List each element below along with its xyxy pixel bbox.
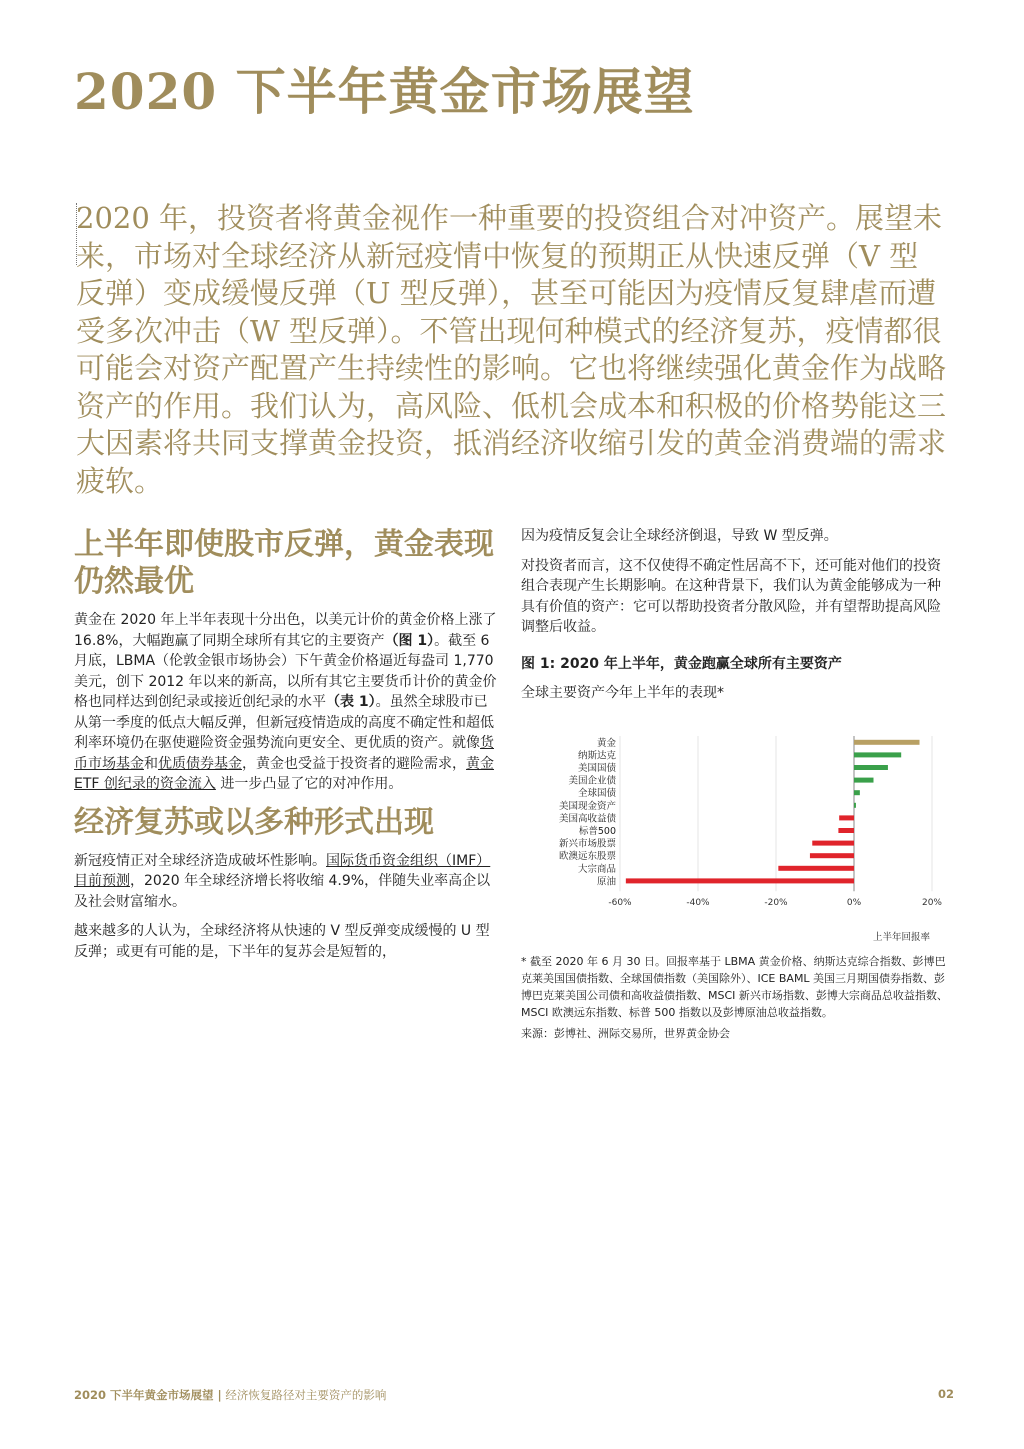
- x-tick-label: -40%: [686, 898, 710, 909]
- right-paragraph-1: 因为疫情反复会让全球经济倒退，导致 W 型反弹。: [521, 528, 838, 544]
- section1-paragraph: 黄金在 2020 年上半年表现十分出色，以美元计价的黄金价格上涨了 16.8%，大幅跑赢了同期全球所有其它的主要资产（图 1）。截至 6 月底，LBMA（伦敦金银市场协会）下午黄金价格逼近每盎司 1,770 美元，创下 2012 年以来的新高，以所有其它主要货币计价的黄金价格也同样达到创纪录或接近创纪录的水平（表 1）。虽然全球股市已从第一季度的低点大幅反弹，但新冠疫情造成的高度不确定性和超低利率环境仍在驱使避险资金强势流向更安全、更优质的资产。就像货币市场基金和优质债券基金，黄金也受益于投资者的避险需求，黄金 ETF 创纪录的资金流入 进一步凸显了它的对冲作用。: [74, 612, 497, 792]
- section2-paragraph-1: 新冠疫情正对全球经济造成破坏性影响。国际货币资金组织（IMF）目前预测，2020 年全球经济增长将收缩 4.9%，伴随失业率高企以及社会财富缩水。: [74, 852, 491, 910]
- category-label: 黄金: [596, 737, 616, 749]
- x-tick-label: 20%: [921, 898, 943, 909]
- chart-bar: [812, 841, 854, 846]
- figure-ref[interactable]: （图 1）: [384, 632, 435, 649]
- category-label: 美国现金资产: [558, 800, 616, 812]
- link-quality-bond-funds[interactable]: 优质债券基金: [158, 755, 242, 772]
- chart-bar: [854, 752, 901, 757]
- chart-bar: [810, 853, 854, 858]
- x-tick-label: -20%: [764, 898, 788, 909]
- chart-bar: [854, 765, 888, 770]
- link-gold-etf-flows[interactable]: 黄金 ETF 创纪录的资金流入: [74, 755, 494, 792]
- category-label: 美国企业债: [568, 775, 616, 787]
- chart-bar: [839, 815, 854, 820]
- chart-bar: [854, 778, 874, 783]
- category-label: 全球国债: [577, 788, 616, 800]
- right-column: [521, 526, 946, 713]
- category-label: 新兴市场股票: [558, 838, 616, 850]
- right-paragraph-2: 对投资者而言，这不仅使得不确定性居高不下，还可能对他们的投资组合表现产生长期影响。在这种背景下，我们认为黄金能够成为一种具有价值的资产：它可以帮助投资者分散风险，并有望帮助提高风险调整后收益。: [521, 557, 941, 635]
- chart-bar: [626, 878, 854, 883]
- category-label: 欧澳远东股票: [558, 851, 616, 863]
- section-heading-1: 上半年即使股市反弹，黄金表现仍然最优: [74, 527, 494, 599]
- table-ref[interactable]: （表 1）: [326, 694, 376, 710]
- chart-bar: [854, 790, 860, 795]
- lead-paragraph: 2020 年，投资者将黄金视作一种重要的投资组合对冲资产。展望未来，市场对全球经济从新冠疫情中恢复的预期正从快速反弹（V 型反弹）变成缓慢反弹（U 型反弹），甚至可能因为疫情反复肆虐而遭受多次冲击（W 型反弹）。不管出现何种模式的经济复苏，疫情都很可能会对资产配置产生持续性的影响。它也将继续强化黄金作为战略资产的作用。我们认为，高风险、低机会成本和积极的价格势能这三大因素将共同支撑黄金投资，抵消经济收缩引发的黄金消费端的需求疲软。: [76, 201, 947, 498]
- x-tick-label: -60%: [608, 898, 632, 909]
- x-tick-label: 0%: [846, 898, 862, 909]
- category-label: 纳斯达克: [577, 750, 616, 762]
- bar-chart: [520, 728, 960, 950]
- figure-footnote: * 截至 2020 年 6 月 30 日。回报率基于 LBMA 黄金价格、纳斯达克综合指数、彭博巴克莱美国国债指数、全球国债指数（美国除外）、ICE BAML 美国三月期国债券指数、彭博巴克莱美国公司债和高收益债指数、MSCI 新兴市场指数、彭博大宗商品总收益指数、MSCI 欧澳远东指数、标普 500 指数以及彭博原油总收益指数。: [521, 955, 948, 1019]
- category-label: 美国高收益债: [558, 813, 616, 825]
- x-axis-label: 上半年回报率: [872, 932, 930, 943]
- chart-bar: [854, 803, 856, 808]
- left-column: [74, 526, 499, 971]
- category-label: 原油: [596, 876, 616, 888]
- chart-bar: [778, 866, 854, 871]
- chart-bar: [838, 828, 854, 833]
- figure-title: 图 1: 2020 年上半年，黄金跑赢全球所有主要资产: [521, 655, 842, 672]
- section2-paragraph-2: 越来越多的人认为，全球经济将从快速的 V 型反弹变成缓慢的 U 型反弹；或更有可能的是，下半年的复苏会是短暂的，: [74, 923, 490, 960]
- category-label: 标普500: [578, 826, 616, 837]
- chart-bar: [854, 740, 920, 745]
- page-number: 02: [938, 1387, 955, 1401]
- figure-notes: [521, 953, 951, 1046]
- category-label: 美国国债: [577, 763, 616, 774]
- link-money-market-funds[interactable]: 货币市场基金: [74, 735, 494, 772]
- page-title: 2020 下半年黄金市场展望: [74, 62, 695, 121]
- page-footer: 2020 下半年黄金市场展望 | 经济恢复路径对主要资产的影响: [74, 1388, 387, 1402]
- figure-subtitle: 全球主要资产今年上半年的表现*: [521, 685, 724, 701]
- link-imf-forecast[interactable]: 国际货币资金组织（IMF）目前预测: [74, 852, 491, 889]
- category-label: 大宗商品: [577, 863, 616, 875]
- section-heading-2: 经济复苏或以多种形式出现: [74, 804, 434, 840]
- figure-source: 来源：彭博社、洲际交易所，世界黄金协会: [521, 1027, 730, 1040]
